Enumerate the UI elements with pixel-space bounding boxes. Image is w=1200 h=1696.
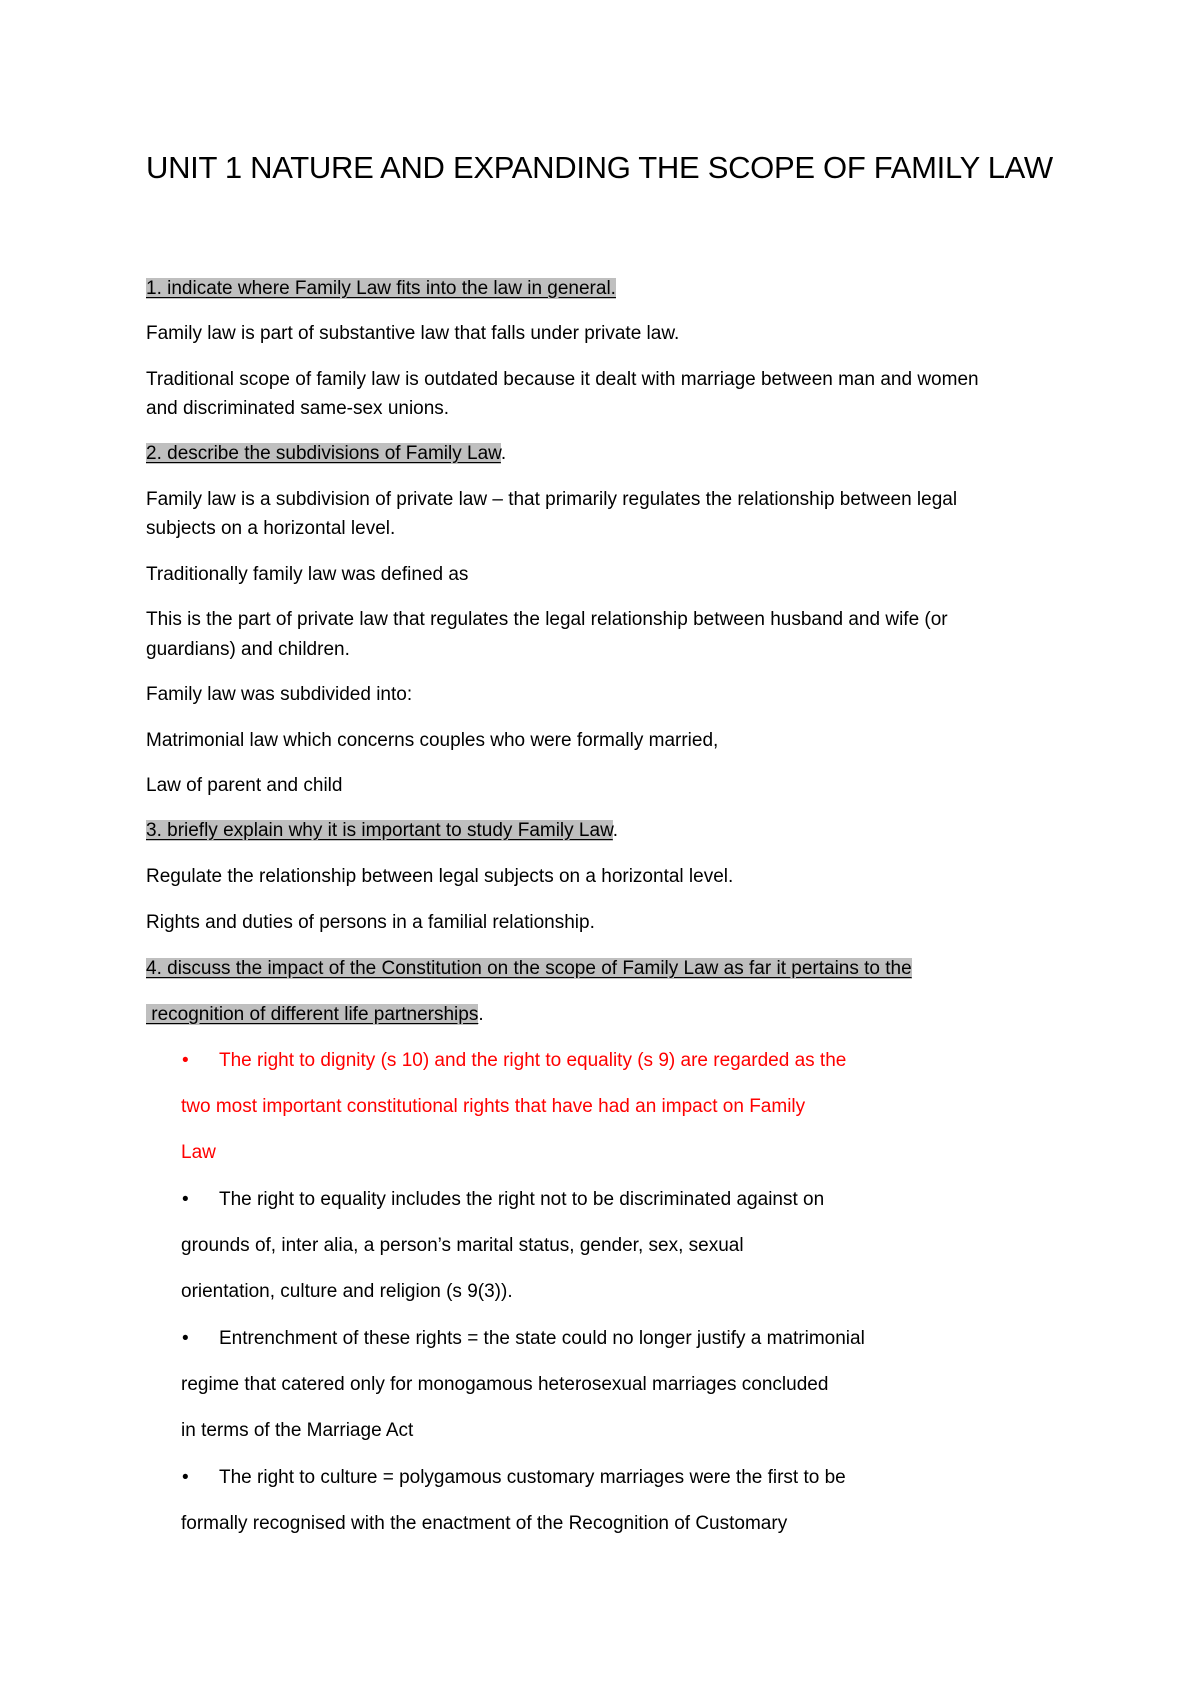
q4-heading-a: 4. discuss the impact of the Constitution on the scope of Family Law as far it pertains to the — [146, 958, 912, 979]
bullet-1-line-1: The right to dignity (s 10) and the right to equality (s 9) are regarded as the — [219, 1050, 847, 1071]
q2-paragraph-6: Law of parent and child — [146, 775, 343, 796]
q2-paragraph-4: Family law was subdivided into: — [146, 684, 413, 705]
bullet-2-line-2: grounds of, inter alia, a person’s marital status, gender, sex, sexual — [181, 1235, 744, 1256]
q3-paragraph-2: Rights and duties of persons in a familial relationship. — [146, 912, 595, 933]
q1-paragraph-2a: Traditional scope of family law is outdated because it dealt with marriage between man and women — [146, 369, 979, 390]
q2-paragraph-2: Traditionally family law was defined as — [146, 564, 469, 585]
bullet-3-line-3: in terms of the Marriage Act — [181, 1420, 414, 1441]
q2-paragraph-1a: Family law is a subdivision of private law – that primarily regulates the relationship between legal — [146, 489, 958, 510]
q3-heading-tail: . — [612, 820, 619, 841]
q3-heading: 3. briefly explain why it is important to study Family Law — [146, 820, 613, 841]
bullet-4-line-2: formally recognised with the enactment of the Recognition of Customary — [181, 1513, 788, 1534]
q1-heading: 1. indicate where Family Law fits into the law in general. — [146, 278, 616, 299]
q3-paragraph-1: Regulate the relationship between legal subjects on a horizontal level. — [146, 866, 734, 887]
q1-heading-line — [146, 276, 616, 302]
bullet-2-line-1: The right to equality includes the right not to be discriminated against on — [219, 1189, 825, 1210]
bullet-1-line-3: Law — [181, 1142, 216, 1163]
q4-heading-b: recognition of different life partnerships — [146, 1004, 479, 1025]
q1-paragraph-2b: and discriminated same-sex unions. — [146, 398, 450, 419]
page-title: UNIT 1 NATURE AND EXPANDING THE SCOPE OF FAMILY LAW — [146, 150, 1053, 185]
bullet-1-line-2: two most important constitutional rights that have had an impact on Family — [181, 1096, 806, 1117]
bullet-4-glyph: • — [182, 1467, 189, 1488]
q4-heading-tail: . — [478, 1004, 484, 1025]
q2-paragraph-3b: guardians) and children. — [146, 639, 350, 660]
bullet-4-line-1: The right to culture = polygamous customary marriages were the first to be — [219, 1467, 846, 1488]
q2-paragraph-1b: subjects on a horizontal level. — [146, 518, 396, 539]
bullet-3-line-1: Entrenchment of these rights = the state could no longer justify a matrimonial — [219, 1328, 865, 1349]
q4-heading-line-b — [146, 1002, 484, 1028]
q2-paragraph-3a: This is the part of private law that regulates the legal relationship between husband and wife (or — [146, 609, 948, 630]
q2-heading-line — [146, 441, 506, 467]
q2-heading: 2. describe the subdivisions of Family Law — [146, 443, 501, 464]
q1-paragraph-1: Family law is part of substantive law that falls under private law. — [146, 323, 680, 344]
q2-heading-tail: . — [500, 443, 507, 464]
q2-paragraph-5: Matrimonial law which concerns couples who were formally married, — [146, 730, 719, 751]
bullet-2-glyph: • — [182, 1189, 189, 1210]
bullet-3-line-2: regime that catered only for monogamous heterosexual marriages concluded — [181, 1374, 829, 1395]
bullet-1-glyph: • — [182, 1050, 189, 1071]
q3-heading-line — [146, 818, 618, 844]
bullet-2-line-3: orientation, culture and religion (s 9(3)). — [181, 1281, 513, 1302]
bullet-3-glyph: • — [182, 1328, 189, 1349]
q4-heading-line-a — [146, 956, 912, 982]
